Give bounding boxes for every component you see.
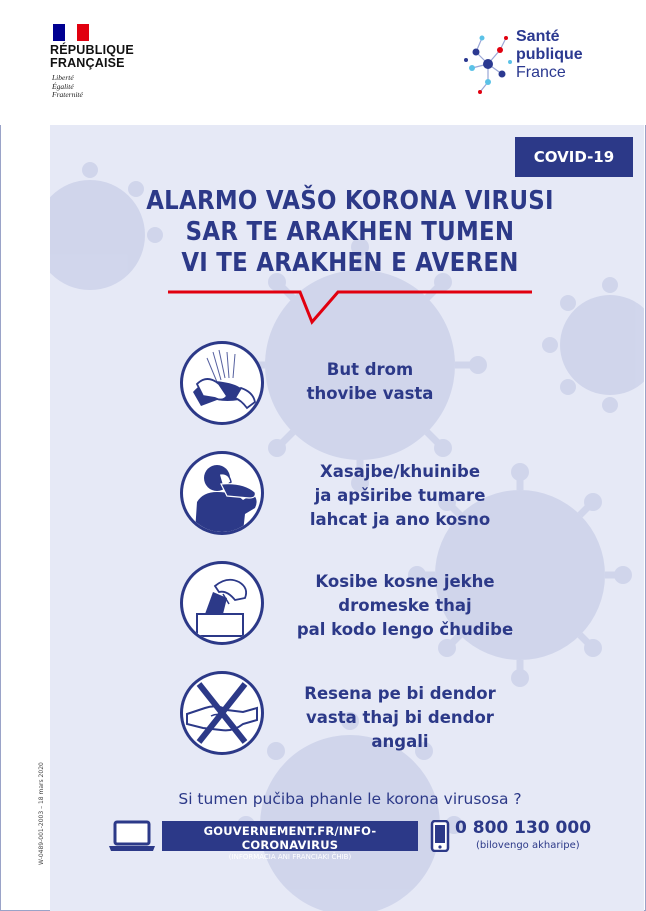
rf-name-line2: FRANÇAISE [50,56,125,70]
phone-number[interactable]: 0 800 130 000 [455,818,592,838]
rule-2-line1: Xasajbe/khuinibe [319,462,481,481]
rf-motto [52,74,83,100]
rule-2-text [300,460,500,532]
website-url[interactable]: GOUVERNEMENT.FR/INFO-CORONAVIRUS [203,824,377,852]
headline [95,186,605,279]
covid-badge: COVID-19 [515,137,633,177]
rf-name-line1: RÉPUBLIQUE [50,43,134,57]
spf-name [516,28,583,82]
rule-1-line2: thovibe vasta [306,384,434,403]
laptop-icon [107,820,157,852]
spf-line2: publique [516,46,583,63]
rf-name [50,44,134,70]
motto-liberte: Liberté [52,73,74,82]
rule-3-line3: pal kodo lengo čhudibe [296,620,514,639]
tissue-box-icon [180,561,264,645]
motto-egalite: Égalité [52,81,74,91]
website-link[interactable] [162,821,418,861]
phone-note: (bilovengo akharipe) [476,840,580,851]
rule-3-text [290,570,520,642]
rule-1-line1: But drom [326,360,414,379]
rule-3-line2: dromeske thaj [338,596,472,615]
molecule-icon [462,24,514,96]
republique-francaise-logo [50,24,170,114]
document-reference: W-0489-001-2003 – 18 mars 2020 [38,762,45,865]
rule-1-text [290,358,450,406]
rule-3-line1: Kosibe kosne jekhe [315,572,495,591]
no-handshake-icon [180,671,264,755]
french-flag-icon [53,24,89,41]
rule-4-line1: Resena pe bi dendor [304,684,496,703]
sante-publique-france-logo [462,24,612,104]
headline-line1: ALARMO VAŠO KORONA VIRUSI [146,186,554,216]
phone-icon [430,820,450,852]
rule-2-line2: ja apširibe tumare [314,486,486,505]
rule-4-text [290,682,510,754]
rule-2-line3: lahcat ja ano kosno [309,510,491,529]
headline-line2: SAR TE ARAKHEN TUMEN [185,217,515,247]
hand-washing-icon [180,341,264,425]
rule-4-line2: vasta thaj bi dendor [306,708,494,727]
motto-fraternite: Fraternité [52,90,83,99]
header [0,0,646,125]
website-note: (INFORMACIA ANI FRANCIAKI ČHIB) [228,853,352,861]
cough-in-elbow-icon [180,451,264,535]
headline-line3: VI TE ARAKHEN E AVEREN [181,248,519,278]
spf-line1: Santé [516,28,560,45]
speech-bubble-underline [160,286,540,326]
footer-question: Si tumen pučiba phanle le korona virusosa ? [178,790,522,808]
rule-4-line3: angali [371,732,429,751]
spf-line3: France [516,64,566,81]
